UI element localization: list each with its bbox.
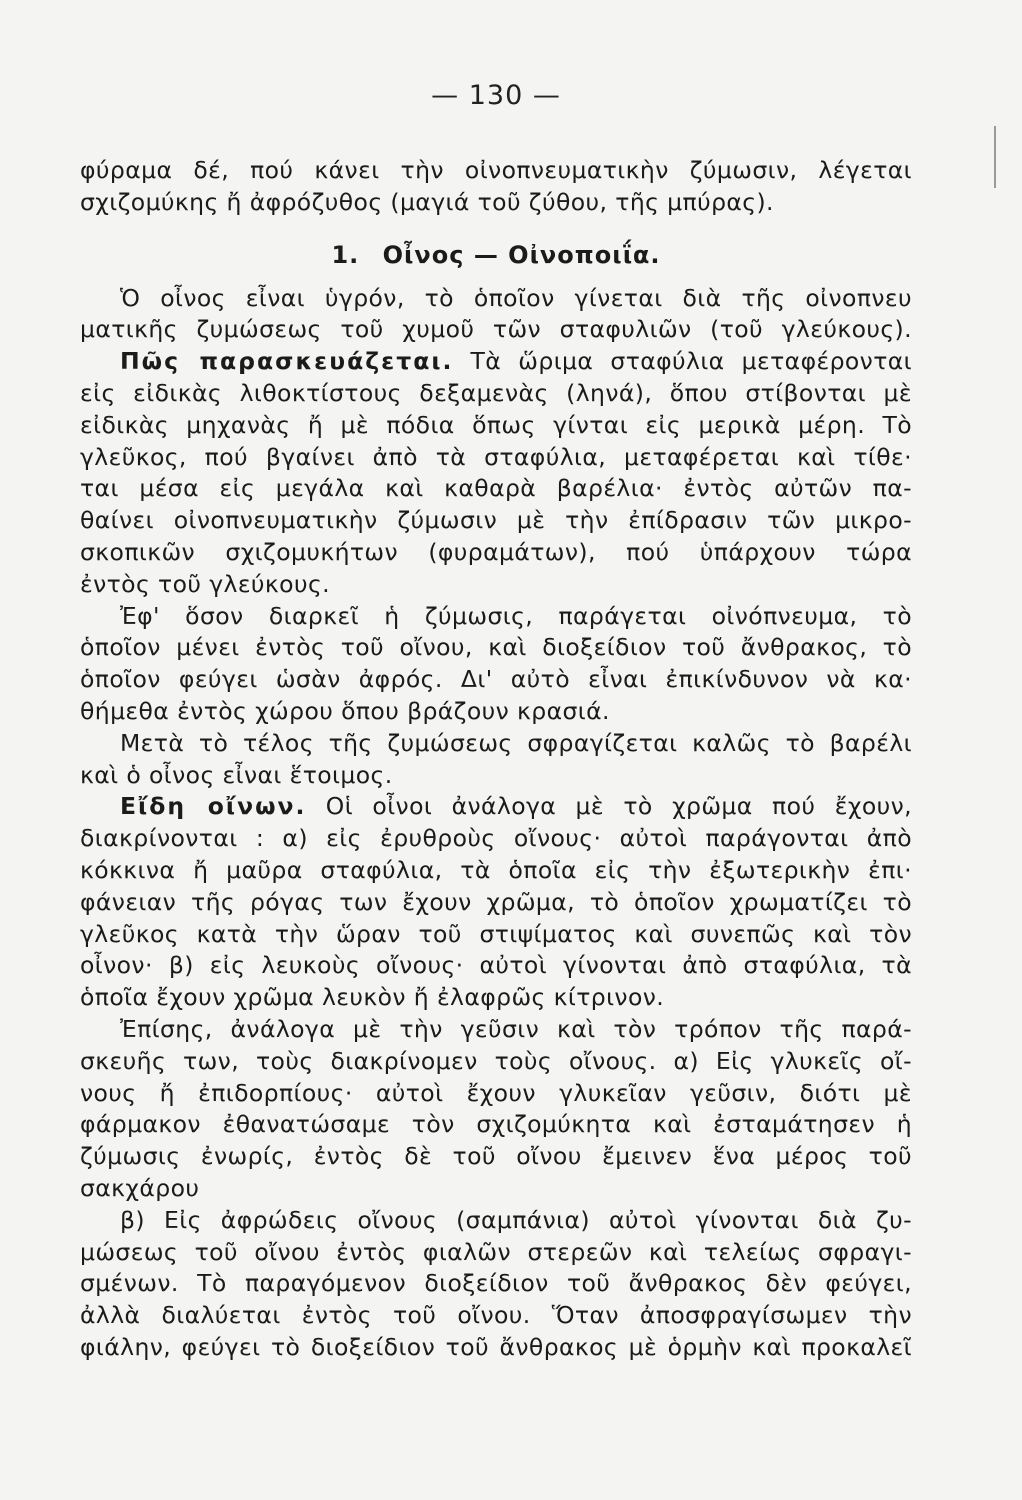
text-line: καὶ ὁ οἶνος εἶναι ἕτοιμος.: [80, 760, 393, 789]
text-line: σκοπικῶν σχιζομυκήτων (φυραμάτων), πού ὑπάρχουν τώρα: [80, 537, 912, 566]
text-line: Μετὰ τὸ τέλος τῆς ζυμώσεως σφραγίζεται καλῶς τὸ βαρέλι: [120, 728, 912, 757]
text-line: φάνειαν τῆς ρόγας των ἔχουν χρῶμα, τὸ ὁποῖον χρωματίζει τὸ: [80, 887, 912, 916]
paragraph-preparation: [80, 346, 912, 600]
text-line: διακρίνονται : α) εἰς ἐρυθροὺς οἴνους· αὐτοὶ παράγονται ἀπὸ: [80, 824, 912, 853]
text-line: ὁποῖον φεύγει ὡσὰν ἀφρός. Δι' αὐτὸ εἶναι ἐπικίνδυνον νὰ κα·: [80, 665, 912, 694]
text-line: ὁποῖον μένει ἐντὸς τοῦ οἴνου, καὶ διοξείδιον τοῦ ἄνθρακος, τὸ: [80, 633, 912, 662]
text-line: ὁποῖα ἔχουν χρῶμα λευκὸν ἤ ἐλαφρῶς κίτρινον.: [80, 983, 665, 1012]
text-line: Ἐφ' ὅσον διαρκεῖ ἡ ζύμωσις, παράγεται οἰνόπνευμα, τὸ: [120, 601, 912, 630]
paragraph-wine-types: [80, 791, 912, 1014]
text-line: γλεῦκος κατὰ τὴν ὥραν τοῦ στιψίματος καὶ συνεπῶς καὶ τὸν: [80, 919, 912, 948]
text-line: ἐντὸς τοῦ γλεύκους.: [80, 569, 331, 598]
text-line: Ἐπίσης, ἀνάλογα μὲ τὴν γεῦσιν καὶ τὸν τρόπον τῆς παρά-: [120, 1014, 912, 1043]
text-line: θήμεθα ἐντὸς χώρου ὅπου βράζουν κρασιά.: [80, 696, 610, 725]
text-line: μώσεως τοῦ οἴνου ἐντὸς φιαλῶν στερεῶν καὶ τελείως σφραγι-: [80, 1237, 912, 1266]
text-line: νους ἤ ἐπιδορπίους· αὐτοὶ ἔχουν γλυκεῖαν γεῦσιν, διότι μὲ: [80, 1078, 912, 1107]
text-run: Τὰ ὥριμα σταφύλια μεταφέρονται: [453, 347, 912, 376]
text-line: κόκκινα ἤ μαῦρα σταφύλια, τὰ ὁποῖα εἰς τὴν ἐξωτερικὴν ἐπι·: [80, 855, 912, 884]
text-line: ματικῆς ζυμώσεως τοῦ χυμοῦ τῶν σταφυλιῶν (τοῦ γλεύκους).: [80, 315, 912, 344]
paragraph-definition: [80, 283, 912, 347]
page-number: — 130 —: [431, 80, 561, 111]
text-run: Οἱ οἶνοι ἀνάλογα μὲ τὸ χρῶμα πού ἔχουν,: [306, 792, 912, 821]
text-line: σκευῆς των, τοὺς διακρίνομεν τοὺς οἴνους. α) Εἰς γλυκεῖς οἴ-: [80, 1046, 912, 1075]
text-line: σχιζομύκης ἤ ἀφρόζυθος (μαγιά τοῦ ζύθου, τῆς μπύρας).: [80, 187, 774, 216]
text-line: ζύμωσις ἐνωρίς, ἐντὸς δὲ τοῦ οἴνου ἔμεινεν ἕνα μέρος τοῦ: [80, 1142, 912, 1171]
text-line: οἶνον· β) εἰς λευκοὺς οἴνους· αὐτοὶ γίνονται ἀπὸ σταφύλια, τὰ: [80, 951, 912, 980]
text-line: εἰς εἰδικὰς λιθοκτίστους δεξαμενὰς (ληνά), ὅπου στίβονται μὲ: [80, 378, 912, 407]
paragraph-taste: [80, 1014, 912, 1205]
run-in-heading: Εἴδη οἴνων.: [120, 792, 307, 821]
text-line: ται μέσα εἰς μεγάλα καὶ καθαρὰ βαρέλια· ἐντὸς αὐτῶν πα-: [80, 474, 912, 503]
text-line: γλεῦκος, πού βγαίνει ἀπὸ τὰ σταφύλια, μεταφέρεται καὶ τίθε·: [80, 442, 912, 471]
text-line: Ὁ οἶνος εἶναι ὑγρόν, τὸ ὁποῖον γίνεται διὰ τῆς οἰνοπνευ: [120, 283, 912, 312]
text-line: φύραμα δέ, πού κάνει τὴν οἰνοπνευματικὴν ζύμωσιν, λέγεται: [80, 156, 912, 184]
section-title: Οἶνος — Οἰνοποιΐα.: [382, 240, 661, 269]
run-in-heading: Πῶς παρασκευάζεται.: [120, 347, 454, 376]
page-edge-mark: [994, 126, 996, 188]
text-line: φάρμακον ἐθανατώσαμε τὸν σχιζομύκητα καὶ ἐσταμάτησεν ἡ: [80, 1110, 912, 1139]
intro-paragraph: [80, 155, 912, 219]
paragraph-sparkling: [80, 1205, 912, 1364]
paragraph-fermentation: [80, 601, 912, 728]
section-heading: [80, 241, 912, 269]
text-line: φιάλην, φεύγει τὸ διοξείδιον τοῦ ἄνθρακος μὲ ὁρμὴν καὶ προκαλεῖ: [80, 1332, 912, 1361]
text-line: εἰδικὰς μηχανὰς ἤ μὲ πόδια ὅπως γίνται εἰς μερικὰ μέρη. Τὸ: [80, 410, 912, 439]
text-line: θαίνει οἰνοπνευματικὴν ζύμωσιν μὲ τὴν ἐπίδρασιν τῶν μικρο-: [80, 506, 912, 535]
text-line: σμένων. Τὸ παραγόμενον διοξείδιον τοῦ ἄνθρακος δὲν φεύγει,: [80, 1269, 912, 1298]
section-number: 1.: [331, 240, 360, 269]
text-line: ἀλλὰ διαλύεται ἐντὸς τοῦ οἴνου. Ὅταν ἀποσφραγίσωμεν τὴν: [80, 1301, 912, 1330]
text-line: [80, 346, 912, 378]
paragraph-sealing: [80, 728, 912, 792]
text-line: σακχάρου: [80, 1173, 200, 1202]
text-line: [80, 791, 912, 823]
text-line: β) Εἰς ἀφρώδεις οἴνους (σαμπάνια) αὐτοὶ γίνονται διὰ ζυ-: [120, 1205, 912, 1234]
